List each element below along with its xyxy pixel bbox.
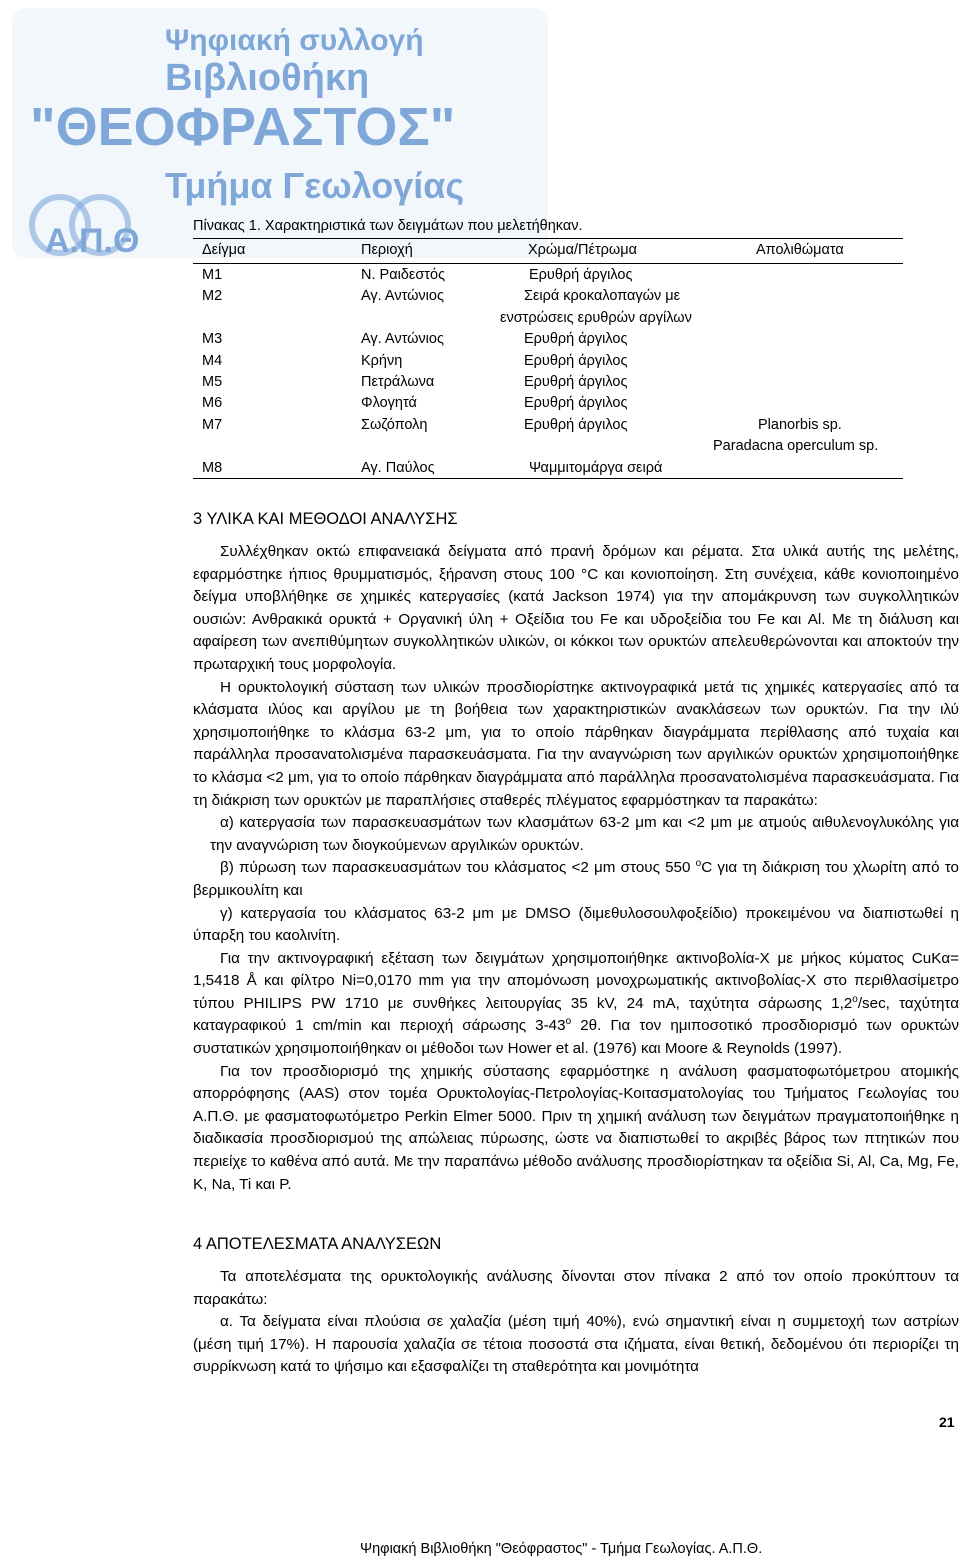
page-footer: Ψηφιακή Βιβλιοθήκη "Θεόφραστος" - Τμήμα Γεωλογίας. Α.Π.Θ. [360, 1541, 763, 1557]
cell-sample: M3 [202, 331, 223, 348]
list-item [193, 903, 959, 948]
watermark-line-3: "ΘΕΟΦΡΑΣΤΟΣ" [30, 97, 456, 157]
cell-area: Αγ. Αντώνιος [361, 331, 444, 348]
table-row [193, 285, 903, 306]
superscript: o [852, 993, 858, 1005]
table-header-row [193, 238, 903, 264]
paragraph: Η ορυκτολογική σύσταση των υλικών προσδιορίστηκε ακτινογραφικά μετά τις χημικές κατεργασίες από τα κλάσματα ιλύος και αργίλου με τη βοήθεια των χαρακτηριστικών ανακλάσεων των ορυκτών. Για την ιλύ χρησιμοποιήθηκε το κλάσμα 63-2 μm, για το οποίο πάρθηκαν διαγράμματα περίθλασης από τυχαία και παράλληλα προσανατολισμένα παρασκευάσματα. Για την αναγνώριση των αργιλικών ορυκτών χρησιμοποιήθηκε το κλάσμα <2 μm, για το οποίο πάρθηκαν διαγράμματα από παράλληλα προσανατολισμένα παρασκευάσματα. Για τη διάκριση των ορυκτών με παραπλήσιες σταθερές πλέγματος εφαρμόστηκαν τα παρακάτω: [193, 678, 959, 809]
page-number: 21 [939, 1414, 955, 1430]
list-item-text: β) πύρωση των παρασκευασμάτων του κλάσματος <2 μm στους 550 [220, 859, 696, 877]
cell-sample: M6 [202, 395, 223, 412]
cell-area: Φλογητά [361, 395, 417, 412]
paragraph-text: Για την ακτινογραφική εξέταση των δειγμάτων χρησιμοποιήθηκε ακτινοβολία-X με μήκος κύματος CuKα= 1,5418 Å και φίλτρο Ni=0,0170 mm για την απομόνωση μονοχρωματικής ακτινοβολίας-X στο περιθλασίμετρο τύπου PHILIPS PW 1710 με συνθήκες λειτουργίας 35 kV, 24 mA, ταχύτητα σάρωσης 1,2 [193, 949, 959, 1012]
cell-color-rock: Ψαμμιτομάργα σειρά [529, 459, 663, 476]
cell-color-rock: Σειρά κροκαλοπαγών με [524, 288, 681, 305]
cell-sample: M2 [202, 288, 223, 305]
cell-area: Πετράλωνα [361, 373, 435, 390]
header-fossils: Απολιθώματα [756, 242, 844, 258]
watermark-line-4: Τμήμα Γεωλογίας [165, 165, 465, 206]
header-area: Περιοχή [361, 242, 413, 258]
watermark-line-5: Α.Π.Θ [45, 222, 140, 260]
cell-sample: M7 [202, 416, 223, 433]
section-3-body [193, 541, 959, 1196]
cell-sample: M4 [202, 352, 223, 369]
paragraph: Συλλέχθηκαν οκτώ επιφανειακά δείγματα από πρανή δρόμων και ρέματα. Στα υλικά αυτής της μελέτης, εφαρμόστηκε ήπιος θρυμματισμός, ξήρανση στους 100 °C και κονιοποίηση. Στη συνέχεια, κάθε κονιοποιημένο δείγμα υποβλήθηκε σε χημικές κατεργασίες (κατά Jackson 1974) για την απομάκρυνση των συγκολλητικών ουσιών: Ανθρακικά ορυκτά + Οργανική ύλη + Οξείδια του Fe και υδροξείδια του Fe και Al. Με τη διάλυση και αφαίρεση των ανεπιθύμητων συγκολλητικών υλικών, οι κόκκοι των ορυκτών απελευθερώνονται και αποκτούν την πρωταρχική τους μορφολογία. [193, 543, 959, 673]
header-sample: Δείγμα [202, 242, 246, 258]
list-item [193, 857, 959, 902]
list-item [193, 812, 959, 857]
cell-area: Σωζόπολη [361, 416, 428, 433]
paragraph [193, 948, 959, 1061]
table-row [193, 414, 903, 435]
cell-sample: M8 [202, 459, 223, 476]
watermark-line-2: Βιβλιοθήκη [165, 57, 370, 99]
table-row [193, 392, 903, 413]
cell-color-rock: Ερυθρή άργιλος [529, 267, 633, 283]
header-color-rock: Χρώμα/Πέτρωμα [528, 242, 637, 258]
superscript: o [695, 858, 702, 870]
table-row [193, 307, 903, 328]
cell-color-rock: Ερυθρή άργιλος [524, 395, 628, 412]
samples-table [193, 238, 903, 479]
table-caption: Πίνακας 1. Χαρακτηριστικά των δειγμάτων που μελετήθηκαν. [193, 218, 583, 234]
cell-color-rock: ενστρώσεις ερυθρών αργίλων [500, 309, 692, 326]
cell-fossils: Planorbis sp. [758, 416, 842, 433]
table-row [193, 350, 903, 371]
cell-sample: M5 [202, 373, 223, 390]
cell-fossils: Paradacna operculum sp. [713, 438, 879, 455]
cell-color-rock: Ερυθρή άργιλος [524, 352, 628, 369]
table-row [193, 328, 903, 349]
paragraph-text: /sec, ταχύτητα καταγραφικού 1 cm/min και περιοχή σάρωσης 3-43 [193, 994, 959, 1035]
superscript: o [565, 1016, 572, 1028]
cell-sample: M1 [202, 267, 223, 283]
cell-color-rock: Ερυθρή άργιλος [524, 416, 628, 433]
paragraph: Για τον προσδιορισμό της χημικής σύστασης εφαρμόστηκε η ανάλυση φασματοφωτόμετρου ατομικής απορρόφησης (AAS) στον τομέα Ορυκτολογίας-Πετρολογίας-Κοιτασματολογίας του Τμήματος Γεωλογίας του Α.Π.Θ. με φασματοφωτόμετρο Perkin Elmer 5000. Πριν τη χημική ανάλυση των δειγμάτων πραγματοποιήθηκε η διαδικασία προσδιορισμού της απώλειας πύρωσης, ώστε να διαπιστωθεί το ακριβές βάρος των πτητικών που περιείχε το καθένα από αυτά. Με την παραπάνω μέθοδο ανάλυσης προσδιορίστηκαν τα οξείδια Si, Al, Ca, Mg, Fe, K, Na, Ti και P. [193, 1062, 959, 1193]
cell-area: Ν. Ραιδεστός [361, 267, 446, 283]
section-4-body [193, 1266, 959, 1379]
cell-area: Αγ. Παύλος [361, 459, 435, 476]
list-item-text: C για τη διάκριση του χλωρίτη από το βερμικουλίτη και [193, 859, 959, 899]
table-row [193, 371, 903, 392]
table-row [193, 435, 903, 456]
table-row [193, 264, 903, 285]
paragraph: α. Τα δείγματα είναι πλούσια σε χαλαζία (μέση τιμή 40%), ενώ σημαντική είναι η συμμετοχή των αστρίων (μέση τιμή 17%). Η παρουσία χαλαζία σε τέτοια ποσοστά στα ιζήματα, είναι θετική, δεδομένου ότι περιορίζει τη συρρίκνωση κατά το ψήσιμο και εξασφαλίζει τη σταθερότητα και μονιμότητα [193, 1313, 959, 1376]
paragraph-text: 2θ. Για τον ημιποσοτικό προσδιορισμό των ορυκτών συστατικών χρησιμοποιήθηκαν οι μέθοδοι των Hower et al. (1976) και Moore & Reynolds (1997). [193, 1017, 959, 1058]
cell-color-rock: Ερυθρή άργιλος [524, 331, 628, 348]
cell-area: Κρήνη [361, 352, 403, 369]
watermark-line-1: Ψηφιακή συλλογή [165, 24, 424, 57]
list-item-text: α) κατεργασία των παρασκευασμάτων των κλασμάτων 63-2 μm και <2 μm με ατμούς αιθυλενογλυκόλης για την αναγνώριση των διογκούμενων αργιλικών ορυκτών. [210, 814, 959, 854]
section-4-heading: 4 ΑΠΟΤΕΛΕΣΜΑΤΑ ΑΝΑΛΥΣΕΩΝ [193, 1235, 442, 1253]
cell-area: Αγ. Αντώνιος [361, 288, 444, 305]
table-row [193, 457, 903, 479]
list-item-text: γ) κατεργασία του κλάσματος 63-2 μm με DMSO (διμεθυλοσουλφοξείδιο) προκειμένου να διαπιστωθεί η ύπαρξη του καολινίτη. [193, 904, 959, 945]
paragraph: Τα αποτελέσματα της ορυκτολογικής ανάλυσης δίνονται στον πίνακα 2 από τον οποίο προκύπτουν τα παρακάτω: [193, 1268, 959, 1308]
cell-color-rock: Ερυθρή άργιλος [524, 373, 628, 390]
section-3-heading: 3 ΥΛΙΚΑ ΚΑΙ ΜΕΘΟΔΟΙ ΑΝΑΛΥΣΗΣ [193, 510, 458, 528]
